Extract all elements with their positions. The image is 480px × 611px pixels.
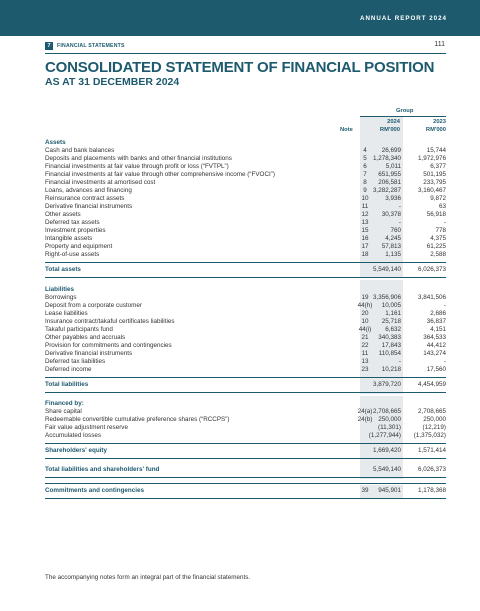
table-row: Takaful participants fund 44(i) 6,632 4,151 <box>45 326 446 333</box>
commitments-row: Commitments and contingencies 39 945,901 1,178,368 <box>45 487 446 494</box>
table-row: Other payables and accruals 21 340,383 364,533 <box>45 334 446 341</box>
table-row: Loans, advances and financing 9 3,282,287 3,160,467 <box>45 187 446 194</box>
rule <box>45 392 446 393</box>
total-liabilities-row: Total liabilities 3,879,720 4,454,959 <box>45 381 446 388</box>
table-row: Accumulated losses (1,277,944) (1,375,032) <box>45 432 446 439</box>
table-row: Deferred tax liabilities 13 - - <box>45 358 446 365</box>
table-row: Intangible assets 16 4,245 4,375 <box>45 235 446 242</box>
table-row: Reinsurance contract assets 10 3,936 9,872 <box>45 195 446 202</box>
table-row: Derivative financial instruments 11 110,854 143,274 <box>45 350 446 357</box>
note-column-header: Note <box>340 127 353 133</box>
section-label: FINANCIAL STATEMENTS <box>57 43 125 49</box>
assets-heading: Assets <box>45 139 66 146</box>
annual-report-label: ANNUAL REPORT 2024 <box>360 15 447 22</box>
table-row: Redeemable convertible cumulative preference shares (“RCCPS”) 24(b) 250,000 250,000 <box>45 416 446 423</box>
section-number-badge: 7 <box>45 42 53 50</box>
footnote: The accompanying notes form an integral part of the financial statements. <box>45 574 251 581</box>
table-row: Other assets 12 30,378 56,918 <box>45 211 446 218</box>
page-title: CONSOLIDATED STATEMENT OF FINANCIAL POSITION <box>45 59 435 76</box>
table-row: Borrowings 19 3,356,906 3,841,506 <box>45 294 446 301</box>
year-2023-header: 2023 <box>433 119 446 125</box>
rule <box>45 498 446 499</box>
table-row: Lease liabilities 20 1,161 2,686 <box>45 310 446 317</box>
rule <box>45 443 446 444</box>
rule <box>45 477 446 478</box>
table-row: Financial investments at amortised cost 8 206,581 233,795 <box>45 179 446 186</box>
table-row: Cash and bank balances 4 26,699 15,744 <box>45 147 446 154</box>
table-row: Right-of-use assets 18 1,135 2,588 <box>45 251 446 258</box>
table-row: Deferred income 23 10,218 17,560 <box>45 366 446 373</box>
rule <box>45 262 446 263</box>
rule <box>45 277 446 278</box>
table-row: Investment properties 15 760 778 <box>45 227 446 234</box>
total-assets-row: Total assets 5,549,140 6,026,373 <box>45 266 446 273</box>
unit-2024-header: RM'000 <box>379 127 400 133</box>
table-row: Deposit from a corporate customer 44(h) 10,005 - <box>45 302 446 309</box>
table-row: Financial investments at fair value through profit or loss (“FVTPL”) 6 5,011 6,377 <box>45 163 446 170</box>
total-liabilities-equity-row: Total liabilities and shareholders' fund 5,549,140 6,026,373 <box>45 466 446 473</box>
section-tag <box>45 41 125 51</box>
table-row: Provision for commitments and contingencies 22 17,843 44,412 <box>45 342 446 349</box>
table-row: Financial investments at fair value through other comprehensive income (“FVOCI”) 7 651,955 501,195 <box>45 171 446 178</box>
shareholders-equity-row: Shareholders' equity 1,669,420 1,571,414 <box>45 447 446 454</box>
table-row: Fair value adjustment reserve (11,301) (12,219) <box>45 424 446 431</box>
top-banner <box>0 0 480 36</box>
year-2024-header: 2024 <box>387 119 400 125</box>
group-rule <box>360 116 446 117</box>
page-subtitle: AS AT 31 DECEMBER 2024 <box>45 76 180 88</box>
group-header: Group <box>396 108 414 114</box>
table-row: Derivative financial instruments 11 - 63 <box>45 203 446 210</box>
financed-heading: Financed by: <box>45 400 84 407</box>
page-number: 111 <box>434 41 445 48</box>
header-divider <box>45 53 446 54</box>
table-row: Deferred tax assets 13 - - <box>45 219 446 226</box>
rule <box>45 483 446 484</box>
table-row: Deposits and placements with banks and other financial institutions 5 1,278,340 1,972,976 <box>45 155 446 162</box>
rule <box>45 377 446 378</box>
table-row: Property and equipment 17 57,813 61,225 <box>45 243 446 250</box>
table-row: Insurance contract/takaful certificates liabilities 10 25,718 36,837 <box>45 318 446 325</box>
table-row: Share capital 24(a) 2,708,665 2,708,665 <box>45 408 446 415</box>
unit-2023-header: RM'000 <box>425 127 446 133</box>
rule <box>45 458 446 459</box>
liabilities-heading: Liabilities <box>45 286 75 293</box>
